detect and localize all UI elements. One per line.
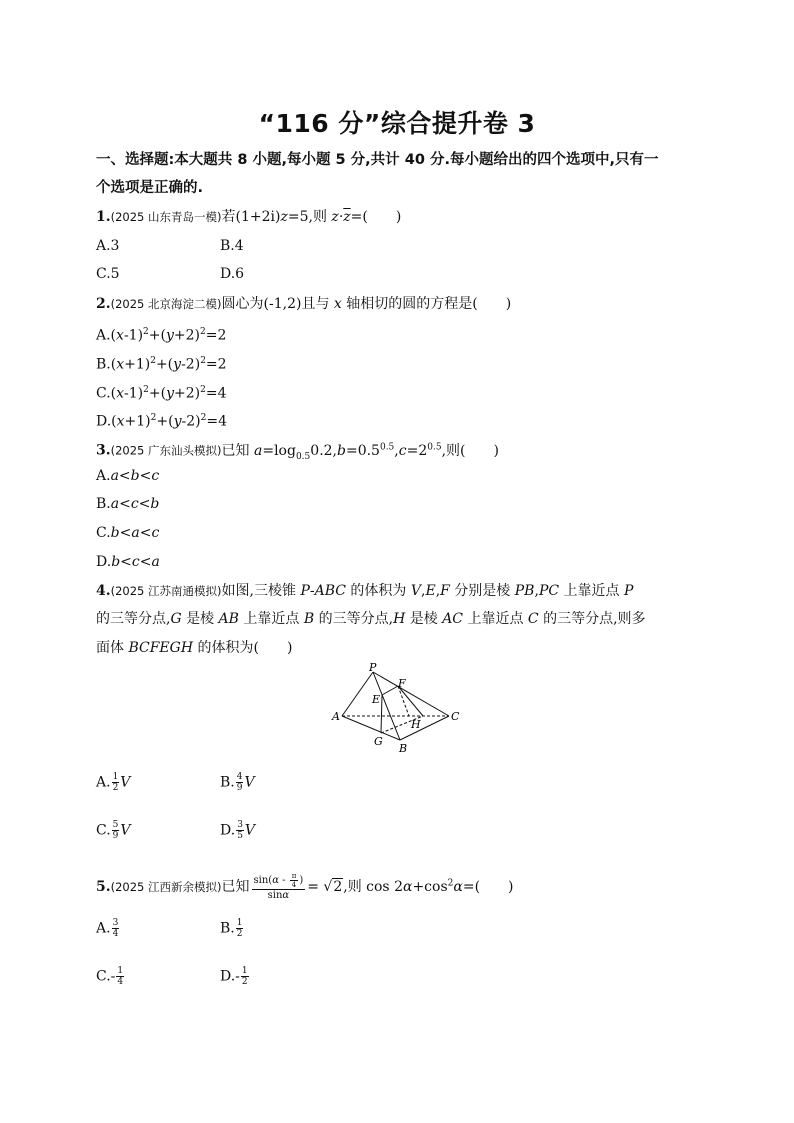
question-number: 3. bbox=[96, 442, 111, 459]
q2-option-c: $C.(x-1)^2+(y+2)^2=4$ bbox=[96, 385, 227, 402]
label-B: B bbox=[399, 742, 408, 755]
q3-option-a: A.a<b<c bbox=[96, 468, 160, 484]
label-H: H bbox=[411, 718, 421, 731]
question-number: 5. bbox=[96, 879, 111, 895]
question-stem: 已知 sin(α - $\frac{\pi}{4}$ ) sinα = √2,则 $\cos 2\alpha+\cos^2\alpha=$( ) bbox=[221, 872, 514, 901]
q1-option-c: C.5 bbox=[96, 266, 120, 282]
question-number: 1. bbox=[96, 209, 111, 225]
q1-option-d: D.6 bbox=[220, 266, 245, 282]
question-5 bbox=[96, 872, 514, 902]
q5-option-b: B. $\frac{1}{2}$ bbox=[220, 918, 243, 939]
question-source: (2025 广东汕头模拟) bbox=[110, 443, 222, 458]
q5-option-d: D.- $\frac{1}{2}$ bbox=[220, 966, 248, 987]
label-A: A bbox=[332, 710, 340, 723]
label-F: F bbox=[398, 677, 406, 690]
question-number: 2. bbox=[96, 296, 111, 312]
pyramid-figure bbox=[326, 660, 466, 760]
q4-option-c: C. $\frac{5}{9}$ V bbox=[96, 820, 131, 841]
q5-option-a: A. $\frac{3}{4}$ bbox=[96, 918, 119, 939]
question-stem: 如图,三棱锥 P-ABC 的体积为 V,E,F 分别是棱 PB,PC 上靠近点 P bbox=[221, 583, 634, 599]
question-source: (2025 北京海淀二模) bbox=[110, 297, 222, 311]
q4-option-a: A. $\frac{1}{2}$ V bbox=[96, 772, 131, 793]
question-2 bbox=[96, 294, 511, 314]
page-title: “116 分”综合提升卷 3 bbox=[258, 109, 536, 138]
q3-option-b: B.a<c<b bbox=[96, 496, 160, 512]
question-1 bbox=[96, 207, 401, 227]
label-G: G bbox=[374, 735, 383, 748]
q1-option-a: A.3 bbox=[96, 238, 120, 254]
question-stem: 若(1+2i)z=5,则 $z\cdot\overline{z}=$( ) bbox=[221, 209, 402, 225]
question-source: (2025 江西新余模拟) bbox=[110, 880, 222, 894]
question-4-line1 bbox=[96, 581, 633, 601]
question-4-line3: 面体 BCFEGH 的体积为( ) bbox=[96, 640, 293, 656]
label-C: C bbox=[451, 710, 460, 723]
q3-option-c: C.b<a<c bbox=[96, 525, 160, 541]
q3-option-d: D.b<c<a bbox=[96, 554, 160, 570]
q4-option-d: D. $\frac{3}{5}$ V bbox=[220, 820, 256, 841]
q2-option-a: $A.(x-1)^2+(y+2)^2=2$ bbox=[96, 327, 227, 344]
label-P: P bbox=[369, 661, 377, 674]
question-stem: 圆心为(-1,2)且与 x 轴相切的圆的方程是( ) bbox=[221, 296, 512, 312]
q4-option-b: B. $\frac{4}{9}$ V bbox=[220, 772, 255, 793]
q2-option-b: $B.(x+1)^2+(y-2)^2=2$ bbox=[96, 356, 227, 373]
question-3 bbox=[96, 437, 499, 466]
q2-option-d: $D.(x+1)^2+(y-2)^2=4$ bbox=[96, 413, 227, 430]
question-source: (2025 山东青岛一模) bbox=[110, 210, 222, 224]
section-header-line1: 一、选择题:本大题共 8 小题,每小题 5 分,共计 40 分.每小题给出的四个选项中,只有一 bbox=[96, 152, 659, 168]
section-header-line2: 个选项是正确的. bbox=[96, 180, 204, 196]
question-4-line2: 的三等分点,G 是棱 AB 上靠近点 B 的三等分点,H 是棱 AC 上靠近点 C 的三等分点,则多 bbox=[96, 611, 646, 627]
question-number: 4. bbox=[96, 583, 111, 599]
q1-option-b: B.4 bbox=[220, 238, 244, 254]
question-source: (2025 江苏南通模拟) bbox=[110, 584, 222, 598]
question-stem: 已知 $a=\log_{0.5}0.2,b=0.5^{0.5},c=2^{0.5}$,则( ) bbox=[221, 442, 499, 462]
label-E: E bbox=[372, 693, 381, 706]
q5-option-c: C.- $\frac{1}{4}$ bbox=[96, 966, 124, 987]
